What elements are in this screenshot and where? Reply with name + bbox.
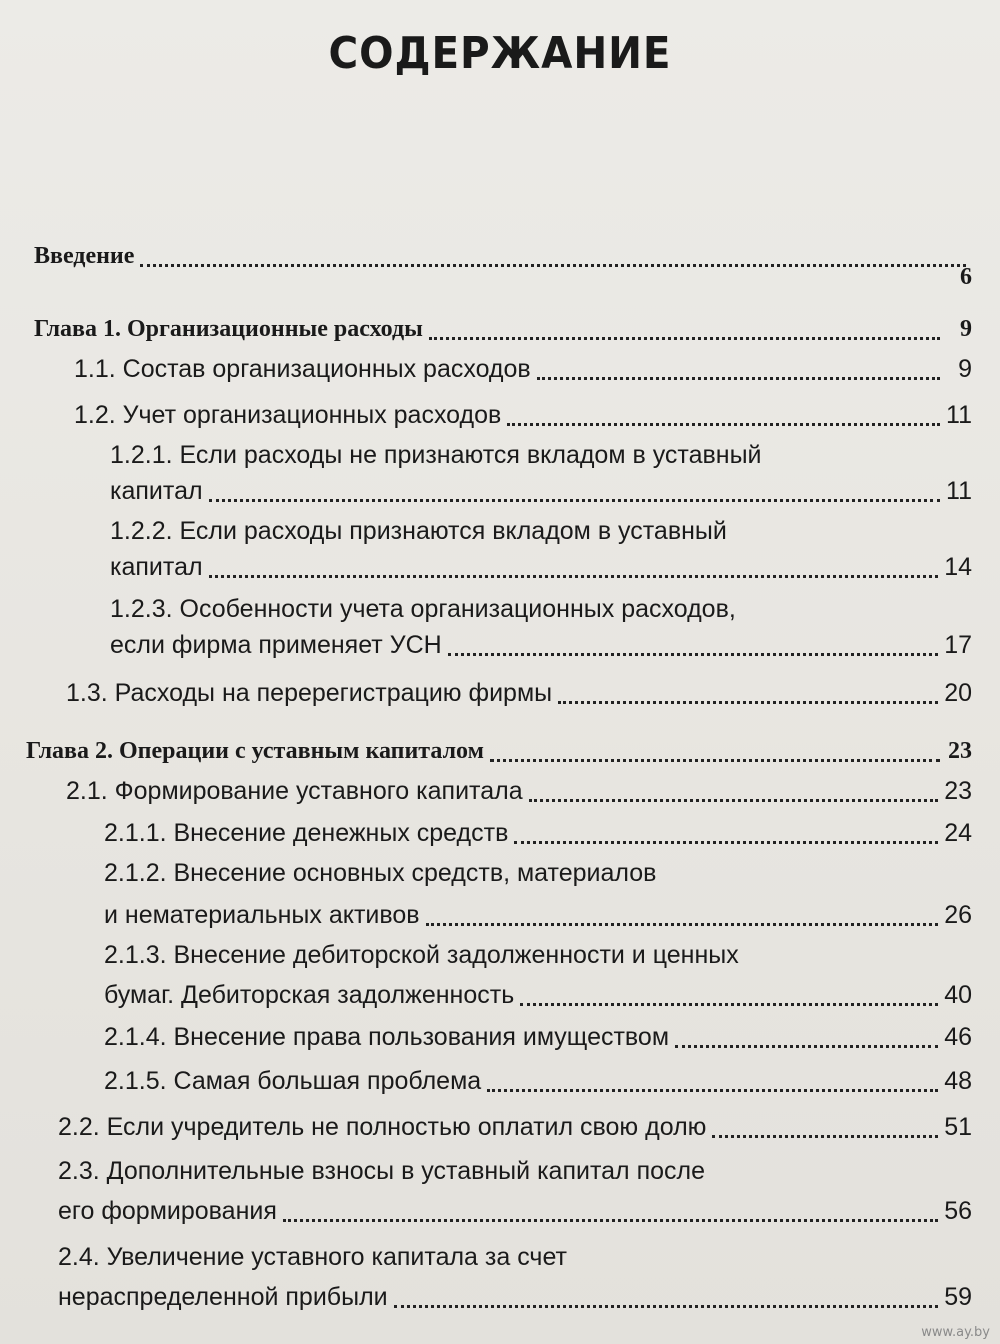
- toc-entry-title: Глава 1. Организационные расходы: [34, 316, 423, 342]
- dot-leader: [490, 759, 940, 762]
- toc-entry-page: 11: [946, 477, 972, 505]
- dot-leader: [558, 701, 938, 704]
- dot-leader: [209, 499, 940, 502]
- toc-entry-1-2-2-line1: 1.2.2. Если расходы признаются вкладом в уставный: [110, 517, 727, 545]
- toc-entry-1-2-1: [110, 476, 972, 506]
- toc-entry-title: 1.3. Расходы на перерегистрацию фирмы: [66, 679, 553, 707]
- dot-leader: [675, 1045, 938, 1048]
- toc-entry-2-1-3: [104, 980, 972, 1010]
- dot-leader: [429, 337, 940, 340]
- toc-entry-1-1: [74, 354, 972, 384]
- toc-entry-1-3: [66, 678, 972, 708]
- dot-leader: [394, 1305, 939, 1308]
- toc-entry-page: 20: [944, 679, 972, 707]
- toc-entry-title: и нематериальных активов: [104, 901, 420, 929]
- toc-entry-1-2-3: [110, 630, 972, 660]
- toc-entry-2-1-3-line1: 2.1.3. Внесение дебиторской задолженности и ценных: [104, 941, 739, 969]
- page-title: СОДЕРЖАНИЕ: [328, 28, 672, 79]
- toc-entry-2-1-2-line1: 2.1.2. Внесение основных средств, материалов: [104, 859, 657, 887]
- toc-entry-1-2-2: [110, 552, 972, 582]
- toc-entry-2-1-2: [104, 900, 972, 930]
- toc-entry-page: 51: [944, 1113, 972, 1141]
- watermark: www.ay.by: [921, 1325, 990, 1340]
- toc-entry-2-3-line1: 2.3. Дополнительные взносы в уставный капитал после: [58, 1157, 705, 1185]
- toc-entry-2-1-1: [104, 818, 972, 848]
- toc-entry-title: Введение: [34, 243, 135, 269]
- toc-entry-page: 24: [944, 819, 972, 847]
- toc-entry-page: 23: [944, 777, 972, 805]
- dot-leader: [209, 575, 939, 578]
- toc-entry-title: 2.1.4. Внесение права пользования имуществом: [104, 1023, 670, 1051]
- toc-entry-page: 46: [944, 1023, 972, 1051]
- dot-leader: [529, 799, 939, 802]
- toc-entry-chapter-2: [26, 736, 972, 766]
- dot-leader: [712, 1135, 938, 1138]
- toc-entry-title: 2.1.5. Самая большая проблема: [104, 1067, 482, 1095]
- toc-entry-title: если фирма применяет УСН: [110, 631, 442, 659]
- toc-entry-page: 11: [946, 401, 972, 429]
- toc-entry-title: 2.1. Формирование уставного капитала: [66, 777, 523, 805]
- toc-entry-title: капитал: [110, 477, 203, 505]
- toc-entry-page: 9: [958, 355, 972, 383]
- toc-entry-title: его формирования: [58, 1197, 277, 1225]
- toc-entry-title: Глава 2. Операции с уставным капиталом: [26, 738, 484, 764]
- dot-leader: [507, 423, 940, 426]
- dot-leader: [487, 1089, 938, 1092]
- toc-entry-title: 1.2. Учет организационных расходов: [74, 401, 502, 429]
- toc-entry-page: 26: [944, 901, 972, 929]
- toc-entry-page: 56: [944, 1197, 972, 1225]
- toc-entry-page: 40: [944, 981, 972, 1009]
- toc-entry-title: 2.2. Если учредитель не полностью оплатил свою долю: [58, 1113, 707, 1141]
- toc-entry-2-2: [58, 1112, 972, 1142]
- toc-entry-2-4: [58, 1282, 972, 1312]
- toc-entry-title: 1.1. Состав организационных расходов: [74, 355, 531, 383]
- toc-entry-page: 48: [944, 1067, 972, 1095]
- toc-entry-1-2-1-line1: 1.2.1. Если расходы не признаются вкладом в уставный: [110, 441, 762, 469]
- toc-entry-title: капитал: [110, 553, 203, 581]
- toc-entry-2-1-5: [104, 1066, 972, 1096]
- toc-entry-1-2: [74, 400, 972, 430]
- toc-entry-2-3: [58, 1196, 972, 1226]
- dot-leader: [426, 923, 939, 926]
- toc-entry-page: 6: [960, 264, 972, 290]
- toc-entry-page: 17: [944, 631, 972, 659]
- toc-entry-page: 59: [944, 1283, 972, 1311]
- toc-entry-page: 14: [944, 553, 972, 581]
- toc-entry-page-row: [34, 262, 972, 292]
- toc-entry-2-4-line1: 2.4. Увеличение уставного капитала за счет: [58, 1243, 567, 1271]
- dot-leader: [520, 1003, 938, 1006]
- dot-leader: [514, 841, 938, 844]
- dot-leader: [448, 653, 939, 656]
- toc-entry-page: 23: [948, 738, 972, 764]
- toc-entry-chapter-1: [34, 314, 972, 344]
- toc-entry-1-2-3-line1: 1.2.3. Особенности учета организационных расходов,: [110, 595, 736, 623]
- dot-leader: [283, 1219, 938, 1222]
- toc-entry-2-1: [66, 776, 972, 806]
- toc-entry-2-1-4: [104, 1022, 972, 1052]
- dot-leader: [537, 377, 940, 380]
- toc-entry-page: 9: [960, 316, 972, 342]
- toc-entry-title: бумаг. Дебиторская задолженность: [104, 981, 515, 1009]
- toc-entry-title: 2.1.1. Внесение денежных средств: [104, 819, 509, 847]
- toc-entry-title: нераспределенной прибыли: [58, 1283, 388, 1311]
